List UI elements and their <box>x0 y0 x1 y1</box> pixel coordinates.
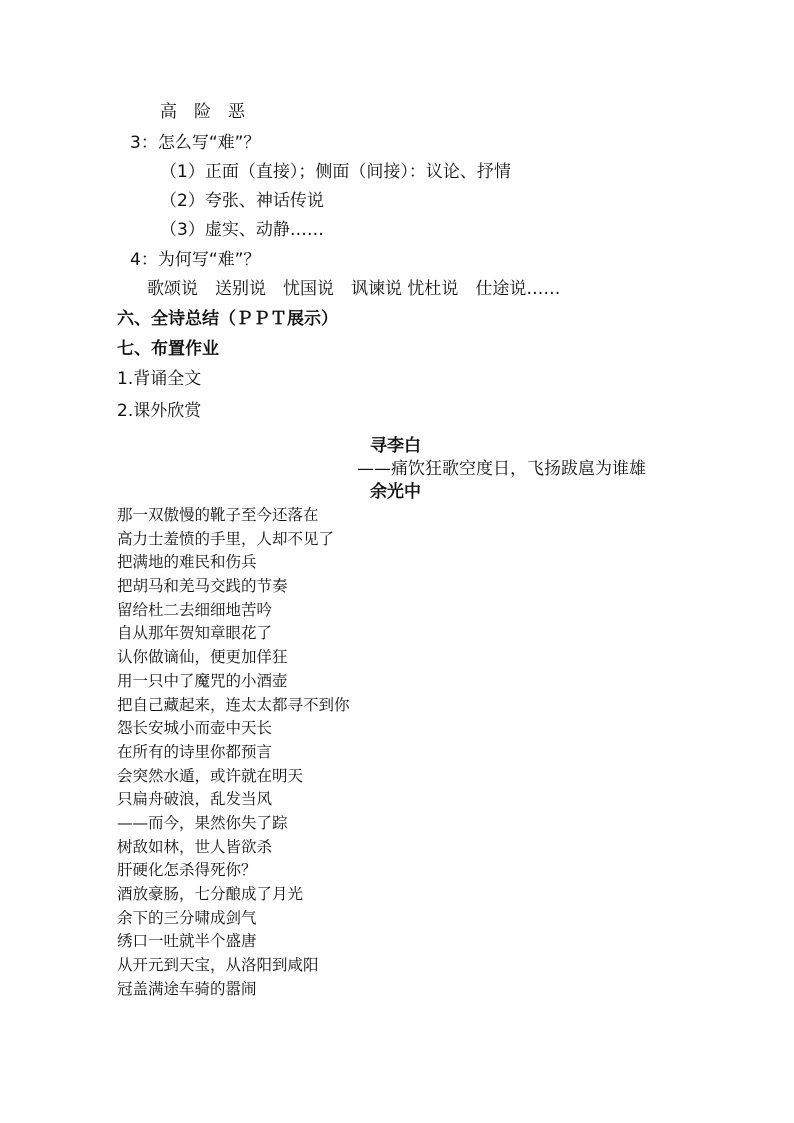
poem-line: 只扁舟破浪，乱发当风 <box>117 790 273 809</box>
poem-line: 绣口一吐就半个盛唐 <box>117 932 257 951</box>
poem-line: 会突然水遁，或许就在明天 <box>117 766 304 785</box>
poem-line: 把自己藏起来，连太太都寻不到你 <box>117 695 350 714</box>
poem-title: 寻李白 <box>370 436 421 456</box>
poem-line: 自从那年贺知章眼花了 <box>117 624 273 643</box>
poem-line: 用一只中了魔咒的小酒壶 <box>117 671 288 690</box>
poem-line: 肝硬化怎杀得死你？ <box>117 861 257 880</box>
poem-line: 怨长安城小而壶中天长 <box>117 719 273 738</box>
question-4-answers: 歌颂说 送别说 忧国说 讽谏说 忧杜说 仕途说…… <box>147 279 561 299</box>
poem-line: ——而今，果然你失了踪 <box>117 813 288 832</box>
poem-subtitle: ——痛饮狂歌空度日，飞扬跋扈为谁雄 <box>357 459 646 479</box>
homework-item-1: 1.背诵全文 <box>117 369 202 389</box>
poem-line: 把胡马和羌马交践的节奏 <box>117 577 288 596</box>
poem-line: 在所有的诗里你都预言 <box>117 742 273 761</box>
poem-line: 冠盖满途车骑的嚣闹 <box>117 979 257 998</box>
poem-line: 认你做谪仙，便更加佯狂 <box>117 648 288 667</box>
poem-line: 那一双傲慢的靴子至今还落在 <box>117 506 319 524</box>
poem-line: 高力士羞愤的手里，人却不见了 <box>117 529 335 548</box>
poem-line: 树敌如林，世人皆欲杀 <box>117 837 273 856</box>
poem-line: 从开元到天宝，从洛阳到咸阳 <box>117 956 319 975</box>
poem-body <box>117 504 350 1001</box>
poem-line: 余下的三分啸成剑气 <box>117 908 257 927</box>
section-heading-7: 七、布置作业 <box>117 339 219 359</box>
question-3: 3：怎么写“难”？ <box>130 133 261 153</box>
section-heading-6: 六、全诗总结（ＰＰＴ展示） <box>117 309 338 329</box>
poem-author: 余光中 <box>370 482 421 502</box>
poem-line: 留给杜二去细细地苦吟 <box>117 600 273 619</box>
poem-line: 把满地的难民和伤兵 <box>117 553 257 572</box>
homework-item-2: 2.课外欣赏 <box>117 401 202 421</box>
question-3-point-1: （1）正面（直接）；侧面（间接）：议论、抒情 <box>160 162 511 182</box>
question-4: 4：为何写“难”？ <box>130 250 261 270</box>
keywords-line: 高 险 恶 <box>160 102 245 122</box>
question-3-point-3: （3）虚实、动静…… <box>160 220 324 240</box>
poem-line: 酒放豪肠，七分酿成了月光 <box>117 885 304 903</box>
question-3-point-2: （2）夸张、神话传说 <box>160 191 324 211</box>
